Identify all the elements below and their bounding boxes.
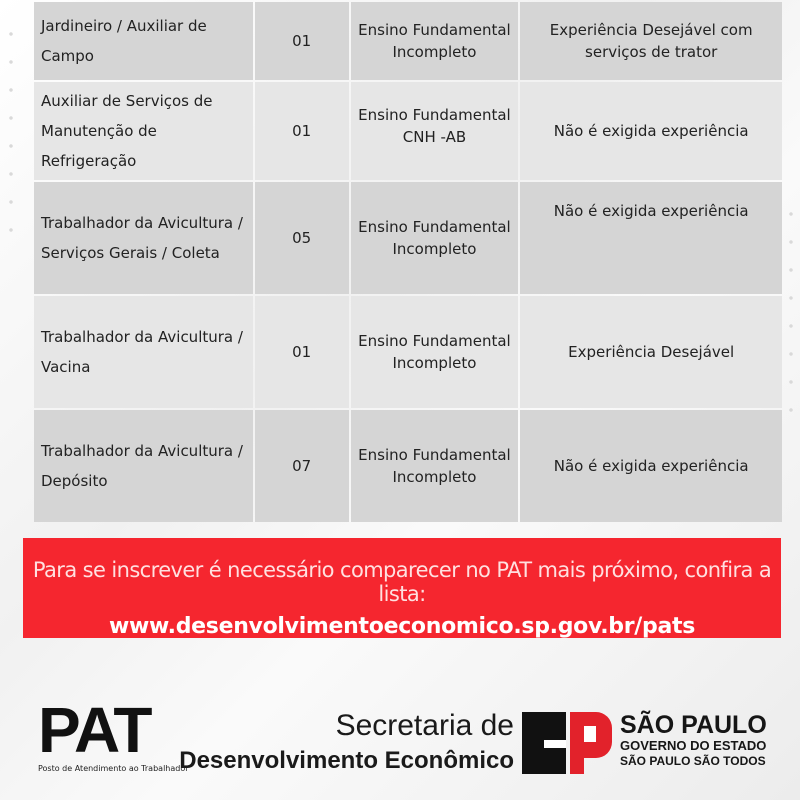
table-row: [34, 182, 782, 294]
sao-paulo-logo-text: [620, 712, 767, 769]
job-experience: Experiência Desejável: [520, 296, 782, 408]
job-quantity: 01: [255, 2, 349, 80]
job-experience: Experiência Desejável com serviços de trator: [520, 2, 782, 80]
job-education: Ensino Fundamental Incompleto: [351, 410, 519, 522]
decorative-dots-left: [4, 20, 18, 250]
registration-banner: [23, 538, 781, 638]
job-quantity: 01: [255, 296, 349, 408]
job-experience: Não é exigida experiência: [520, 182, 782, 294]
table-row: [34, 410, 782, 522]
table-row: [34, 82, 782, 180]
job-education: Ensino Fundamental Incompleto: [351, 182, 519, 294]
pat-subtitle: Posto de Atendimento ao Trabalhador: [38, 764, 189, 773]
secretaria-line1: Secretaria de: [335, 709, 514, 742]
job-role: Auxiliar de Serviços de Manutenção de Refrigeração: [34, 82, 253, 180]
sp-title: SÃO PAULO: [620, 711, 767, 739]
pat-logo: PAT: [38, 694, 151, 766]
job-role: Trabalhador da Avicultura / Vacina: [34, 296, 253, 408]
decorative-dots-right: [784, 200, 798, 430]
table-row: [34, 2, 782, 80]
job-role: Jardineiro / Auxiliar de Campo: [34, 2, 253, 80]
banner-url-link[interactable]: www.desenvolvimentoeconomico.sp.gov.br/pats: [108, 614, 696, 639]
job-role: Trabalhador da Avicultura / Serviços Gerais / Coleta: [34, 182, 253, 294]
job-education: Ensino Fundamental CNH -AB: [351, 82, 519, 180]
sp-slogan: SÃO PAULO SÃO TODOS: [620, 754, 766, 768]
secretaria-logo-text: [179, 710, 514, 776]
sp-logo-icon: [522, 712, 612, 774]
job-experience: Não é exigida experiência: [520, 410, 782, 522]
sp-government: GOVERNO DO ESTADO: [620, 738, 767, 753]
pat-logo-block: [38, 694, 189, 773]
table-row: [34, 296, 782, 408]
banner-instruction: Para se inscrever é necessário comparecer no PAT mais próximo, confira a lista:: [32, 558, 772, 606]
job-experience: Não é exigida experiência: [520, 82, 782, 180]
job-education: Ensino Fundamental Incompleto: [351, 296, 519, 408]
job-quantity: 05: [255, 182, 349, 294]
job-table: [32, 0, 784, 524]
job-education: Ensino Fundamental Incompleto: [351, 2, 519, 80]
secretaria-line2: Desenvolvimento Econômico: [179, 747, 514, 774]
job-role: Trabalhador da Avicultura / Depósito: [34, 410, 253, 522]
job-quantity: 01: [255, 82, 349, 180]
job-quantity: 07: [255, 410, 349, 522]
